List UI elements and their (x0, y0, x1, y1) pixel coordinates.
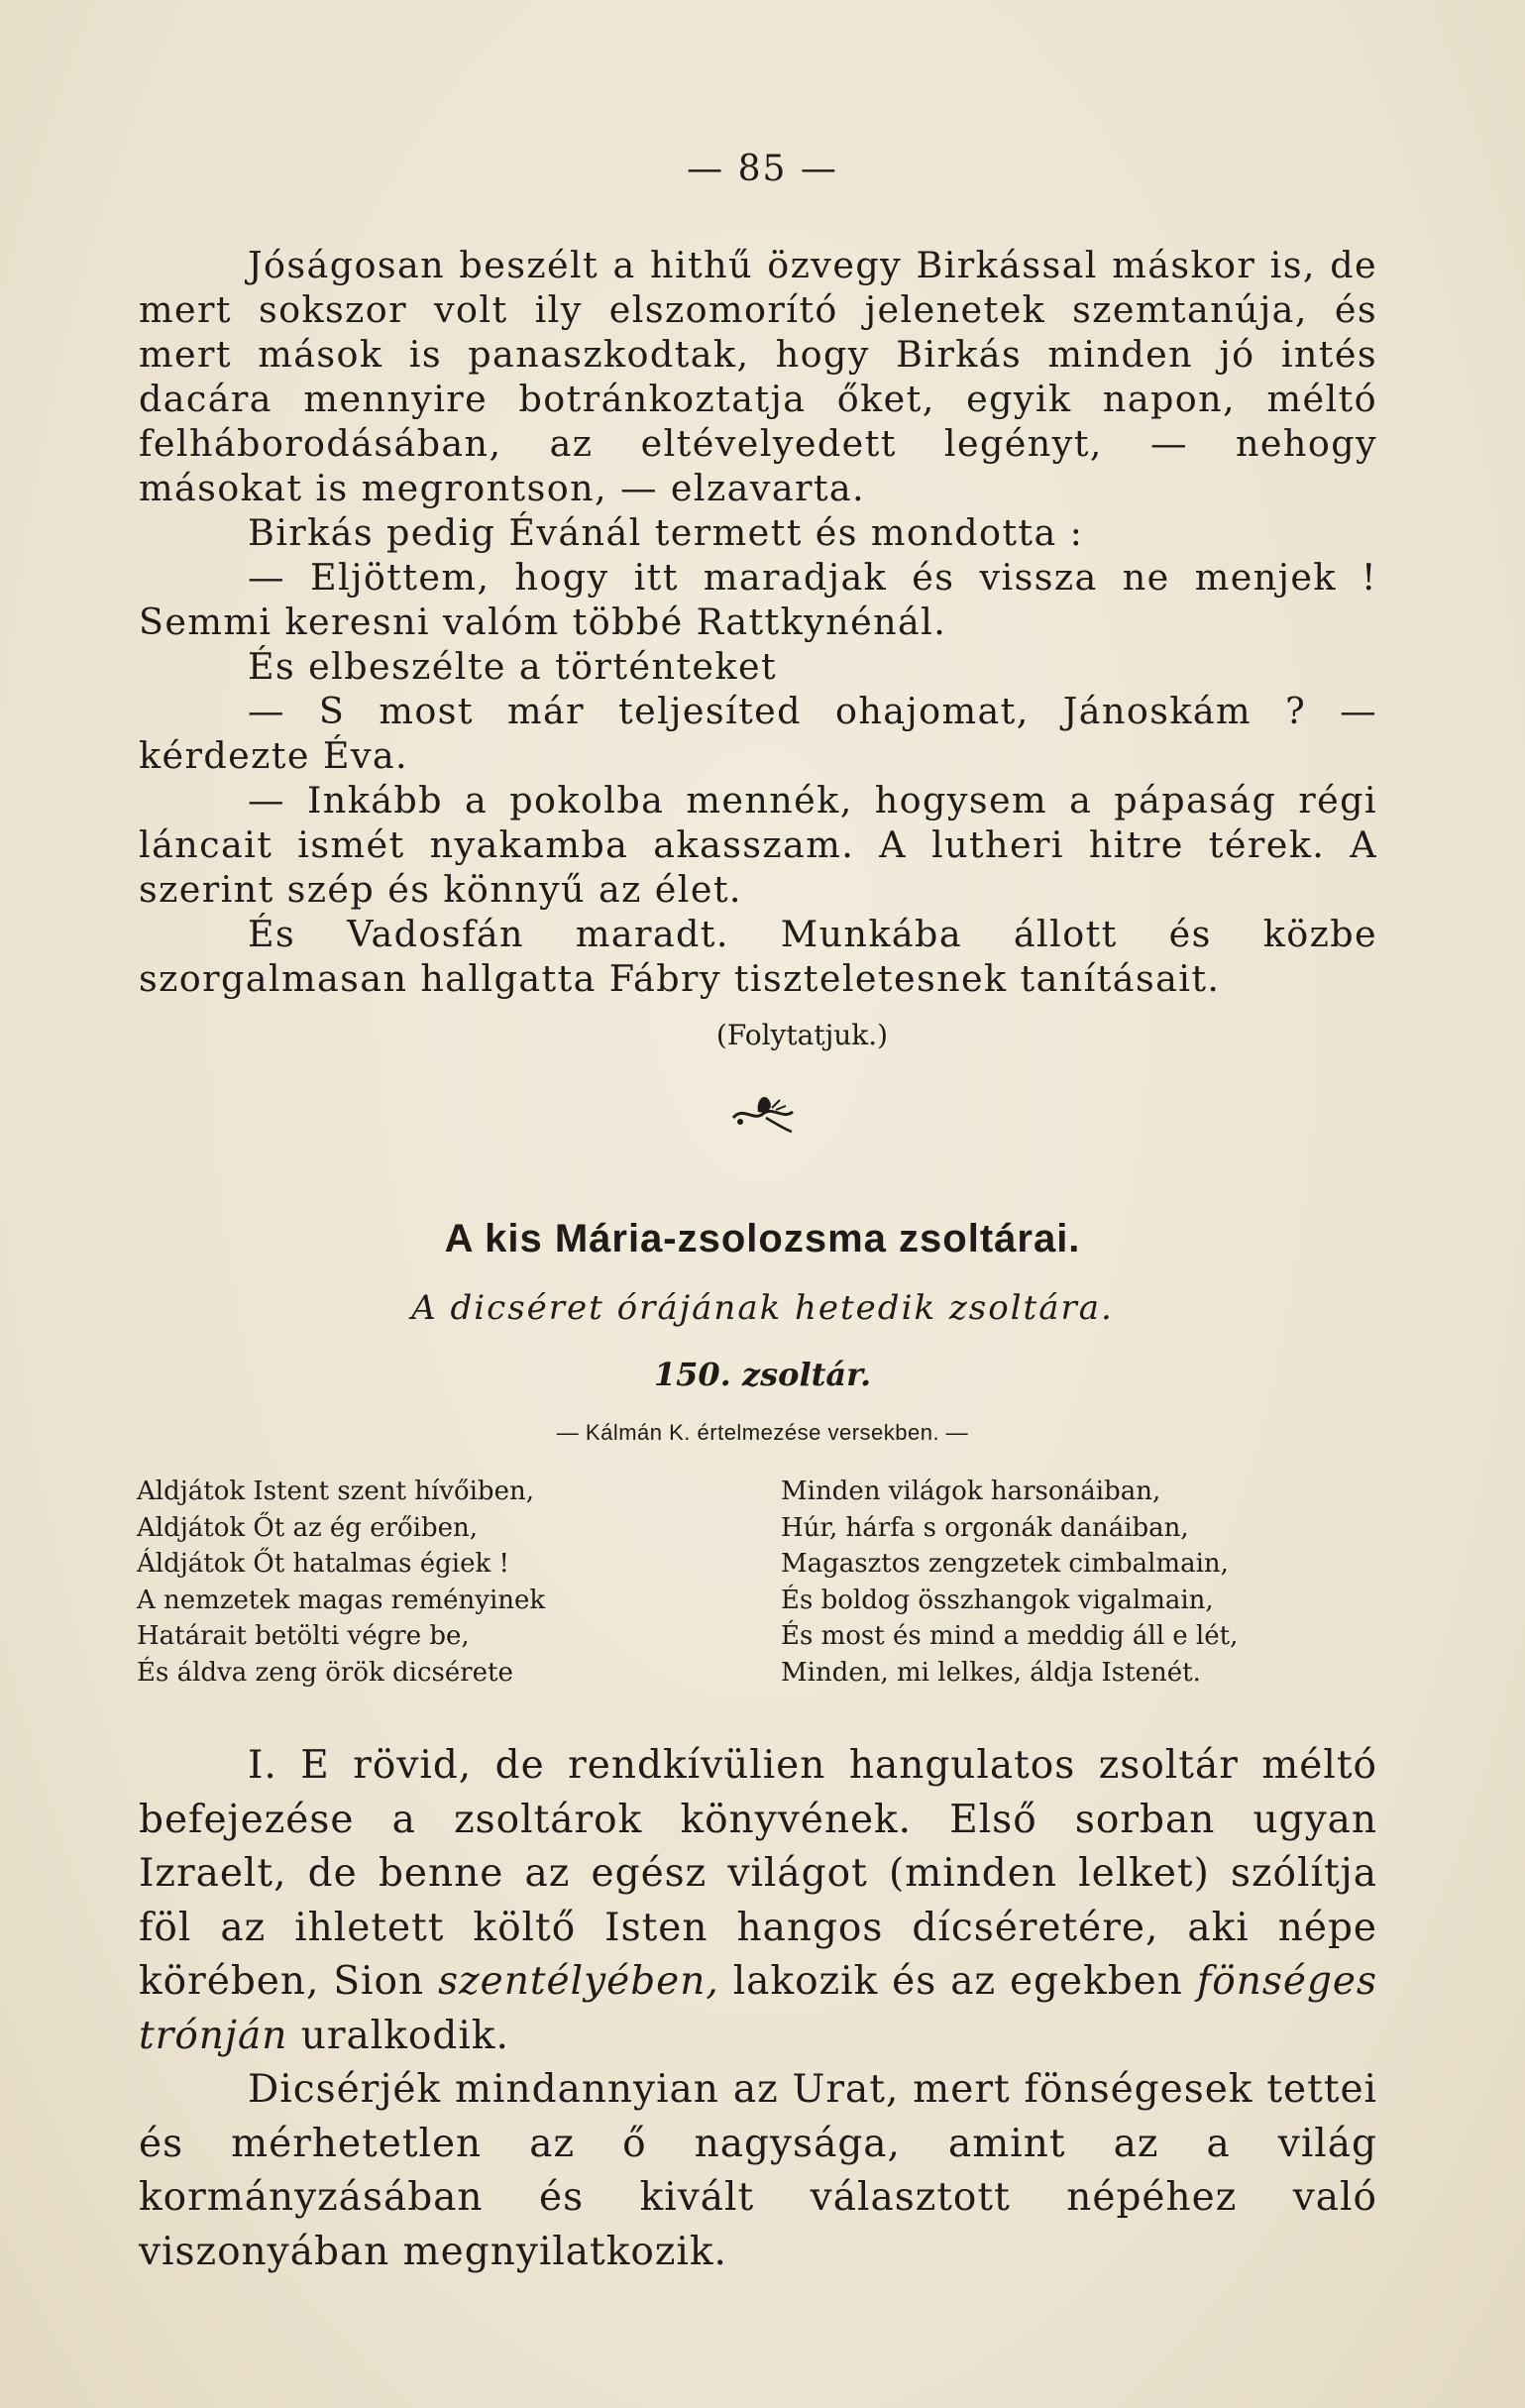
verse-column-right (781, 1474, 1395, 1691)
verse-line: És boldog összhangok vigalmain, (781, 1585, 1214, 1615)
story-text (139, 243, 1377, 1001)
section-subtitle: A dicséret órájának hetedik zsoltára. (411, 1288, 1114, 1328)
author-line: — Kálmán K. értelmezése versekben. — (556, 1420, 969, 1445)
verse-line: És most és mind a meddig áll e lét, (781, 1621, 1239, 1651)
verse-line: Határait betölti végre be, (137, 1621, 470, 1651)
story-paragraph: És Vadosfán maradt. Munkába állott és közbe szorgalmasan hallgatta Fábry tiszteletesnek tanításait. (139, 913, 1377, 1000)
verse-line: Minden, mi lelkes, áldja Istenét. (781, 1657, 1201, 1688)
commentary-paragraph (139, 1739, 1377, 2063)
verse-line: A nemzetek magas reményinek (137, 1585, 546, 1615)
story-paragraph: Birkás pedig Évánál termett és mondotta : (248, 511, 1084, 554)
verse-line: Húr, hárfa s orgonák danáiban, (781, 1512, 1189, 1543)
verse-line: Áldjátok Őt hatalmas égiek ! (137, 1549, 509, 1579)
story-paragraph: — Eljöttem, hogy itt maradjak és vissza ne menjek ! Semmi keresni valóm többé Rattkynénál. (139, 556, 1377, 643)
verse-line: Aldjátok Őt az ég erőiben, (137, 1512, 479, 1543)
continued-note: (Folytatjuk.) (715, 1019, 889, 1051)
verse-column-left (137, 1474, 692, 1691)
floral-vignette-icon (728, 1088, 798, 1138)
verse-line: Aldjátok Istent szent hívőiben, (137, 1477, 534, 1506)
psalm-number: 150. zsoltár. (653, 1356, 872, 1393)
commentary-paragraph: Dicsérjék mindannyian az Urat, mert fönségesek tettei és mérhetetlen az ő nagysága, amint az a világ kormányzásában és kivált választott népéhez való viszonyában megnyilatkozik. (139, 2067, 1377, 2274)
commentary-text-run: uralkodik. (287, 2013, 509, 2058)
story-paragraph: — Inkább a pokolba mennék, hogysem a pápaság régi láncait ismét nyakamba akasszam. A lutheri hitre térek. A szerint szép és könnyű az élet. (139, 779, 1377, 911)
story-paragraph: És elbeszélte a történteket (248, 645, 778, 688)
commentary-emphasis: szentélyében, (438, 1959, 719, 2004)
commentary-text-run: I. E rövid, de rendkívülien hangulatos zsoltár méltó befejezése a zsoltárok könyvének. Első sorban ugyan Izraelt, de benne az egész világot (minden lelket) szólítja föl az ihletett költő Isten hangos dícséretére, aki népe körében, Sion (139, 1743, 1377, 2004)
commentary-emphasis: fönséges trónján (139, 1959, 1377, 2058)
verse-line: Minden világok harsonáiban, (781, 1477, 1161, 1506)
story-paragraph: Jóságosan beszélt a hithű özvegy Birkással máskor is, de mert sokszor volt ily elszomorító jelenetek szemtanúja, és mert mások is panaszkodtak, hogy Birkás minden jó intés dacára mennyire botránkoztatja őket, egyik napon, méltó felháborodásában, az eltévelyedett legényt, — nehogy másokat is megrontson, — elzavarta. (139, 244, 1377, 509)
commentary-text-run: lakozik és az egekben (718, 1959, 1197, 2004)
story-paragraph: — S most már teljesíted ohajomat, Jánoskám ? — kérdezte Éva. (139, 690, 1377, 777)
section-title: A kis Mária-zsolozsma zsoltárai. (444, 1217, 1081, 1260)
page-number: — 85 — (687, 149, 838, 189)
verse-line: Magasztos zengzetek cimbalmain, (781, 1549, 1229, 1579)
commentary-text (139, 1739, 1377, 2279)
verse-line: És áldva zeng örök dicsérete (137, 1657, 513, 1688)
